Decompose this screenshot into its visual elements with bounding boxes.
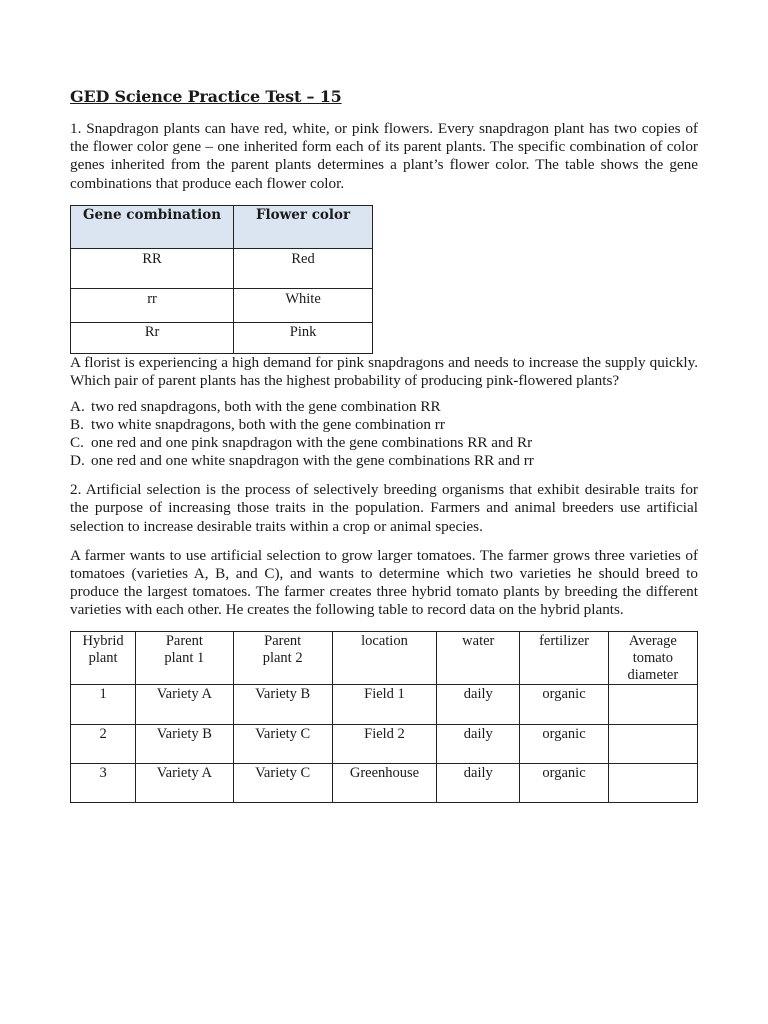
hybrid-cell: 2 xyxy=(71,724,136,763)
answer-options xyxy=(70,398,698,470)
header-line: water xyxy=(462,632,495,649)
option-b[interactable] xyxy=(70,416,698,434)
document-page xyxy=(70,84,698,803)
gene-cell: RR xyxy=(71,248,234,288)
option-c[interactable] xyxy=(70,434,698,452)
diameter-cell xyxy=(608,763,697,802)
parent-1-cell: Variety B xyxy=(136,724,233,763)
water-cell: daily xyxy=(437,763,520,802)
header-parent-plant-2 xyxy=(233,631,332,684)
header-line: Parent xyxy=(264,632,302,649)
table-row xyxy=(71,322,373,353)
table-row xyxy=(71,763,698,802)
page-title: GED Science Practice Test – 15 xyxy=(70,87,342,106)
header-line: tomato xyxy=(632,649,673,666)
parent-2-cell: Variety C xyxy=(233,763,332,802)
header-average-tomato-diameter xyxy=(608,631,697,684)
table-row xyxy=(71,248,373,288)
question-1-prompt: A florist is experiencing a high demand for pink snapdragons and needs to increase the supply quickly. Which pair of parent plants has the highest probability of producing pink-flowered plants? xyxy=(70,353,698,390)
question-2-scenario: A farmer wants to use artificial selection to grow larger tomatoes. The farmer grows three varieties of tomatoes (varieties A, B, and C), and wants to determine which two varieties he should breed to produce the largest tomatoes. The farmer creates three hybrid tomato plants by breeding the different varieties with each other. He creates the following table to record data on the hybrid plants. xyxy=(70,546,698,619)
option-text: one red and one pink snapdragon with the gene combinations RR and Rr xyxy=(91,434,533,452)
header-parent-plant-1 xyxy=(136,631,233,684)
diameter-cell xyxy=(608,724,697,763)
table-header-row xyxy=(71,631,698,684)
option-letter: A. xyxy=(70,398,85,416)
option-text: two red snapdragons, both with the gene combination RR xyxy=(91,398,441,416)
parent-2-cell: Variety B xyxy=(233,684,332,724)
table-row xyxy=(71,684,698,724)
header-line: location xyxy=(361,632,408,649)
table-header-row xyxy=(71,205,373,248)
header-hybrid-plant xyxy=(71,631,136,684)
color-cell: White xyxy=(234,288,373,322)
location-cell: Field 2 xyxy=(332,724,436,763)
hybrid-plant-table xyxy=(70,631,698,803)
fertilizer-cell: organic xyxy=(520,724,608,763)
table-row xyxy=(71,724,698,763)
table-row xyxy=(71,288,373,322)
header-flower-color: Flower color xyxy=(234,205,373,248)
hybrid-cell: 1 xyxy=(71,684,136,724)
header-line: plant 2 xyxy=(262,649,303,666)
option-letter: D. xyxy=(70,452,85,470)
parent-1-cell: Variety A xyxy=(136,684,233,724)
fertilizer-cell: organic xyxy=(520,684,608,724)
water-cell: daily xyxy=(437,724,520,763)
question-2-intro: 2. Artificial selection is the process of selectively breeding organisms that exhibit desirable traits for the purpose of increasing those traits in the population. Farmers and animal breeders use artificial selection to increase desirable traits within a crop or animal species. xyxy=(70,481,698,535)
header-line: plant 1 xyxy=(164,649,205,666)
water-cell: daily xyxy=(437,684,520,724)
gene-cell: Rr xyxy=(71,322,234,353)
option-a[interactable] xyxy=(70,398,698,416)
header-line: Average xyxy=(628,632,677,649)
option-letter: B. xyxy=(70,416,84,434)
option-text: two white snapdragons, both with the gene combination rr xyxy=(91,416,445,434)
color-cell: Red xyxy=(234,248,373,288)
diameter-cell xyxy=(608,684,697,724)
gene-combination-table xyxy=(70,205,373,354)
header-line: Parent xyxy=(165,632,203,649)
option-letter: C. xyxy=(70,434,84,452)
fertilizer-cell: organic xyxy=(520,763,608,802)
hybrid-cell: 3 xyxy=(71,763,136,802)
location-cell: Field 1 xyxy=(332,684,436,724)
question-1-intro: 1. Snapdragon plants can have red, white, or pink flowers. Every snapdragon plant has two copies of the flower color gene – one inherited form each of its parent plants. The specific combination of color genes inherited from the parent plants determines a plant’s flower color. The table shows the gene combinations that produce each flower color. xyxy=(70,120,698,192)
option-d[interactable] xyxy=(70,452,698,470)
header-line: Hybrid xyxy=(82,632,124,649)
parent-1-cell: Variety A xyxy=(136,763,233,802)
header-line: plant xyxy=(88,649,118,666)
header-fertilizer xyxy=(520,631,608,684)
header-location xyxy=(332,631,436,684)
header-water xyxy=(437,631,520,684)
header-line: fertilizer xyxy=(539,632,589,649)
gene-cell: rr xyxy=(71,288,234,322)
color-cell: Pink xyxy=(234,322,373,353)
parent-2-cell: Variety C xyxy=(233,724,332,763)
header-line: diameter xyxy=(627,666,679,683)
option-text: one red and one white snapdragon with the gene combinations RR and rr xyxy=(91,452,534,470)
location-cell: Greenhouse xyxy=(332,763,436,802)
header-gene-combination: Gene combination xyxy=(71,205,234,248)
